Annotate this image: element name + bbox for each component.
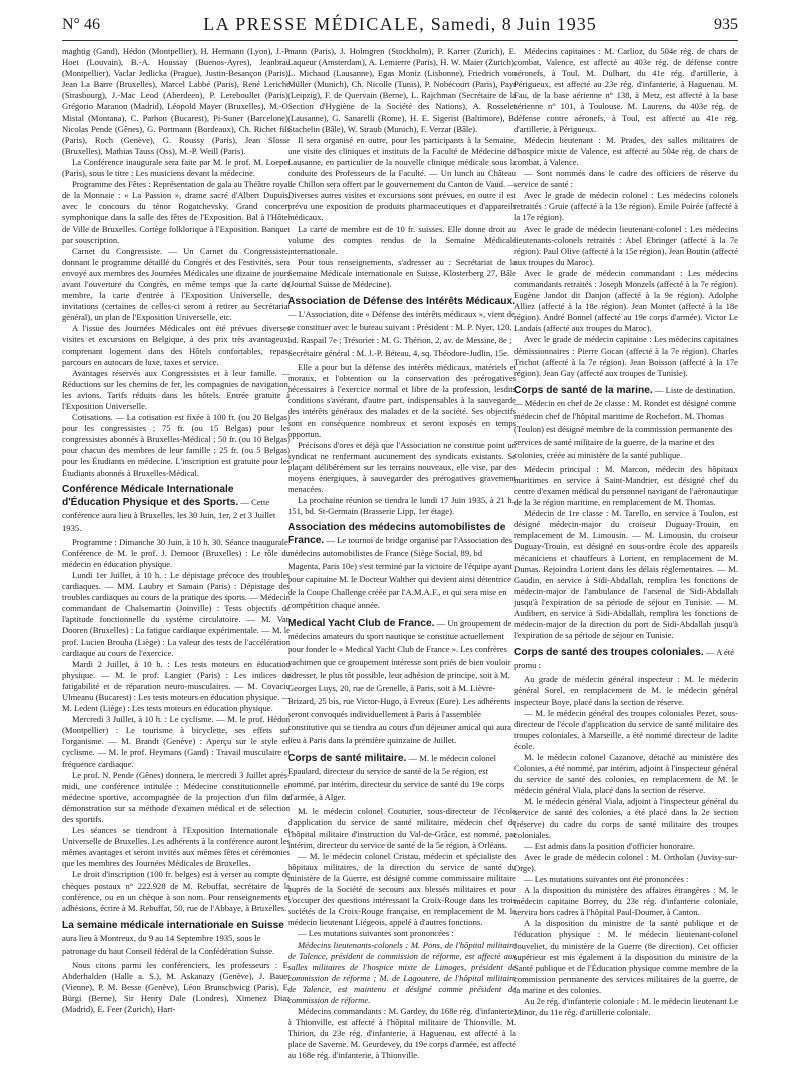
paragraph: Médecins capitaines : M. Carlioz, du 504e rég. de chars de combat, Valence, est affecté au 403e rég. de défense contre aéronefs, à Toul. M. Dulhart, du 41e rég. d'artillerie, à Périgueux, est affecté au 23e rég. d'infanterie, à Haguenau. M. Fau, de la base aérienne n° 138, à Metz, est affecté à la base aérienne n° 101, à Toulouse. M. Laurens, du 403e rég. de défense contre aéronefs, à Toul, est affecté au 41e rég. d'artillerie, à Périgueux. [514,46,738,134]
paragraph: M. le médecin général Viala, adjoint à l'inspecteur général du service de santé des colonies, a été placé dans la 2e section (réserve) du cadre du corps de santé militaire des troupes coloniales. [514,796,738,840]
paragraph: Médecins commandants : M. Gardey, du 168e rég. d'infanterie, à Thionville, est affecté à l'hôpital militaire de Thionville. M. Thirion, du 23e rég. d'infanterie, à Haguenau, est affecté à la place de Saverne. M. Geurdevey, du 19e corps d'armée, est affecté au 168e rég. d'infanterie, à Thionville. [288,1006,516,1061]
section-heading [514,646,738,672]
page-number: 935 [714,16,738,33]
paragraph: La carte de membre est de 10 fr. suisses. Elle donne droit au volume des comptes rendus de la Semaine Médicale internationale. [288,223,516,256]
heading-continuation: — Le tournoi de bridge organisé par l'Association des médecins automobilistes de France (Siège Social, 89, bd Magenta, Paris 10e) s'est terminé par la victoire de l'équipe ayant pour capitaine M. le Docteur Walther qui devient ainsi détentrice de la Coupe Challenge créée par l'A.M.A.F., et qui sera mise en compétition chaque année. [288,535,513,611]
section-heading [288,752,516,804]
heading-text: La semaine médicale internationale en Suisse [62,919,284,931]
paragraph: M. le médecin colonel Cazanove, détaché au ministère des Colonies, a été nommé, par intérim, adjoint à l'inspecteur général du service de santé des colonies, en remplacement de M. le médecin général Viala, placé dans la section de réserve. [514,751,738,796]
journal-name: LA PRESSE MÉDICALE, [203,14,426,34]
paragraph: Le droit d'inscription (100 fr. belges) est à verser au compte de chèques postaux n° 222.928 de M. Rebuffat, secrétaire de la conférence, ou en un chèque à son nom. Pour renseignements et adhésions, écrire à M. Rebuffat, 50, rue de l'Abbaye, à Bruxelles. [62,869,290,913]
paragraph: Au grade de médecin général inspecteur : M. le médecin général Sorel, en remplacement de M. le médecin général inspecteur Boye, placé dans la section de réserve. [514,674,738,707]
heading-continuation: — Cette conférence aura lieu à Bruxelles, les 30 Juin, 1er, 2 et 3 Juillet 1935. [62,496,276,533]
paragraph: Au 2e rég. d'infanterie coloniale : M. le médecin lieutenant Le Minor, du 11e rég. d'artillerie coloniale. [514,996,738,1018]
paragraph: Nous citons parmi les conférenciers, les professeurs : E. Abderhalden (Halle a. S.), M. Askanazy (Genève), J. Bauer (Vienne), P. M. Besse (Genève), Léon Brunschwicg (Paris), E. Bürgi (Berne), Sir Henry Dale (Londres), Ximenez Diaz (Madrid), E. Feer (Zurich), Hart- [62,959,290,1015]
paragraph: M. le médecin colonel Couturier, sous-directeur de l'école d'application du service de santé militaire, médecin chef de l'hôpital militaire d'instruction du Val-de-Grâce, est nommé, par intérim, directeur du service de santé de la 5e région, à Orléans. [288,806,516,850]
issue-number: N° 46 [62,16,100,33]
journal-title-line [62,14,738,35]
paragraph: Elle a pour but la défense des intérêts médicaux, matériels et moraux, et l'obtention ou la conservation des prérogatives nécessaires à l'exercice normal et libre de la profession, lesdits conditions s'avérant, d'autre part, indispensables à la sauvegarde des intérêts généraux des malades et de la société. Ses objectifs sont en conséquence nombreux et seront exposés en temps opportun. [288,362,516,439]
paragraph: Médecin lieutenant : M. Prades, des salles militaires de l'hospice mixte de Valence, est affecté au 504e rég. de chars de combat, à Valence. [514,134,738,167]
heading-text: Association de Défense des Intérêts Médicaux. [288,296,516,308]
paragraph: — Les mutations suivantes ont été prononcées : [524,874,689,884]
heading-text: Medical Yacht Club de France. [288,618,435,630]
section-heading [514,384,738,462]
paragraph: Avec le grade de médecin commandant : Les médecins commandants retraités : Joseph Monzels (affecté à la 7e région). Eugène Jandot dit Danjon (affecté à la 9e région). Adolphe Alliez (affecté à la 18e région). Jean Montet (affecté à la 18e région). André Bonnel (affecté au 19e corps d'armée). Victor Le Landais (affecté aux troupes du Maroc). [514,267,738,334]
section-heading [288,617,516,747]
paragraph: Avec le grade de médecin capitaine : Les médecins capitaines démissionnaires : Pierre Gocan (affecté à la 7e région). Charles Trichot (affecté à la 7e région). Jean Boisson (affecté à la 17e région). Jean Gay (affecté aux troupes de Tunisie). [514,334,738,378]
column-1 [62,46,290,1015]
paragraph: maghtig (Gand), Hédon (Montpellier), H. Hermann (Lyon), J.-P. Hoet (Louvain), B.-A. Houssay (Buenos-Ayres), Jeanbrau (Montpellier), Vaclar Jedlicka (Prague), Justin-Besançon (Paris), Jean La Barre (Bruxelles), Marcel Labbé (Paris), René Leriche (Strasbourg), J.-Mac Leod (Aberdeen), P. Lereboullet (Paris), Grégorio Maranon (Madrid), Léopold Mayer (Bruxelles), M.-O. Mistal (Montana), C. Parhon (Bucarest), Pi-Suner (Barcelone), Nicolas Pende (Gênes), G. Portmann (Bordeaux), Ch. Richet fils (Paris), Roch (Genève), G. Roussy (Paris), Jean Slosse (Bruxelles), Mathias Tauss (Oss), M.-P. Weill (Paris). [62,46,290,156]
column-3 [514,46,738,1018]
heading-continuation: — Un groupement de médecins amateurs du sport nautique se constitue actuellement pour fonder le « Medical Yacht Club de France ». Les confrères yachtmen que ce groupement intéresse sont priés de bien vouloir adresser, le plus tôt possible, leur adhésion de principe, soit à M. Georges Luys, 20, rue de Grenelle, à Paris, soit à M. Lièvre-Brizard, 25 bis, rue Victor-Hugo, à Evreux (Eure). Les adhérents seront convoqués individuellement à Paris à l'assemblée constitutive qui se tiendra au cours d'un déjeuner amical qui aura lieu à Paris dans la première quinzaine de Juillet. [288,618,512,746]
paragraph: Avec le grade de médecin lieutenant-colonel : Les médecins lieutenants-colonels retraités : Abel Ebringer (affecté à la 7e région). Paul Olive (affecté à la 15e région). Jean Boutin (affecté aux troupes du Maroc). [514,223,738,267]
heading-continuation: — M. le médecin colonel Epaulard, directeur du service de santé de la 5e région, est nommé, par intérim, directeur du service de santé du 19e corps d'armée, à Alger. [288,753,505,803]
heading-text: Corps de santé de la marine. [514,384,653,396]
paragraph: — Sont nommés dans le cadre des officiers de réserve du service de santé : [514,168,738,190]
paragraph: — Est admis dans la position d'officier honoraire. [524,840,695,851]
section-heading [62,919,290,958]
heading-continuation: aura lieu à Montreux, du 9 au 14 Septembre 1935, sous le patronage du haut Conseil fédéral de la Confédération Suisse. [62,932,275,956]
paragraph: Avec le grade de médecin colonel : M. Ortholan (Juvisy-sur-Orge). [514,851,738,873]
paragraph: Médecin principal : M. Marcon, médecin des hôpitaux maritimes en service à Saint-Mandrier, est désigné chef du centre d'examen médical du personnel navigant de l'aéronautique de la 3e région maritime, en remplacement de M. Thomas. [514,463,738,508]
heading-continuation: — Liste de destination. — Médecin en chef de 2e classe : M. Rondet est désigné comme médecin chef de l'hôpital maritime de Rochefort. M. Thomas (Toulon) est désigné membre de la commission permanente des services de santé militaire de la guerre, de la marine et des colonies, créée au ministère de la santé publique. [514,384,737,460]
paragraph: A l'issue des Journées Médicales ont été prévues diverses visites et excursions en Belgique, à des prix très avantageux, comprenant logement dans des Hôtels confortables, repas, parcours en autocars de luxe, taxes et service. [62,323,290,367]
section-heading [288,295,516,360]
paragraph: Programme des Fêtes : Représentation de gala au Théâtre royal de la Monnaie : « La Passion », drame sacré d'Albert Dupuis, avec le concours du ténor Rogatchevsky. Grand concert symphonique dans la salle des fêtes de l'Exposition. Bal à l'Hôtel de Ville de Bruxelles. Cortège folklorique à l'Exposition. Banquet par souscription. [62,179,290,245]
paragraph: Il sera organisé en outre, pour les participants à la Semaine, une visite des cliniques et instituts de la Faculté de Médecine de Lausanne, en particulier de la nouvelle clinique médicale sous la conduite des Professeurs de la Faculté. — Un lunch au Château de Chillon sera offert par le gouvernement du Canton de Vaud. — Diverses autres visites et excursions sont prévues, en outre il est prévu une exposition de produits pharmaceutiques et d'appareils médicaux. [288,134,516,223]
paragraph: Pour tous renseignements, s'adresser au : Secrétariat de la Semaine Médicale internationale en Suisse, Klosterberg 27, Bâle (Journal Suisse de Médecine). [288,256,516,289]
section-heading [288,522,516,612]
paragraph: La prochaine réunion se tiendra le lundi 17 Juin 1935, à 21 h., 151, bd. St-Germain (Brasserie Lipp, 1er étage). [288,495,516,517]
heading-text: Corps de santé des troupes coloniales. [514,647,704,659]
paragraph: La Conférence inaugurale sera faite par M. le prof. M. Loeper (Paris), sous le titre : Les musiciens devant la médecine. [62,156,290,179]
issue-date: Samedi, 8 Juin 1935 [430,14,597,34]
header-rule [62,40,738,41]
paragraph: Le prof. N. Pende (Gênes) donnera, le mercredi 3 Juillet après-midi, une conférence intitulée : Médecine constitutionnelle et médecine sportive, accompagnée de la projection d'un film de démonstration sur sa méthode d'examen médical et de sélection des sportifs. [62,769,290,824]
page-header [62,12,738,38]
section-heading [62,484,290,535]
paragraph: Programme : Dimanche 30 Juin, à 10 h. 30. Séance inaugurale. Conférence de M. le prof. J. Demoor (Bruxelles) : Le rôle du médecin en éducation physique. [62,536,290,569]
heading-continuation: — A été promu : [514,647,734,671]
paragraph: Médecins lieutenants-colonels : M. Pons, de l'hôpital militaire de Talence, président de commission de réforme, est affecté aux salles militaires de l'hospice mixte de Limoges, président de commission de réforme ; M. de Lagoutere, de l'hôpital militaire de Talence, est maintenu et désigné comme président de commission de réforme. [288,939,516,1005]
paragraph: Les séances se tiendront à l'Exposition Internationale et Universelle de Bruxelles. Les adhérents à la conférence auront les mêmes avantages et seront invités aux mêmes fêtes et cérémonies que les membres des Journées Médicales de Bruxelles. [62,825,290,869]
paragraph: Avantages réservés aux Congressistes et à leur famille. — Réductions sur les chemins de fer, les compagnies de navigation, les avions. Tarifs réduits dans les hôtels. Entrée gratuite à l'Exposition Universelle. [62,367,290,411]
paragraph: — M. le médecin colonel Cristau, médecin et spécialiste des hôpitaux militaires, de la direction du service de santé du ministère de la Guerre, est désigné comme commissaire militaire auprès de la Société de secours aux blessés militaires et pour s'occuper des questions intéressant la Croix-Rouge dans les trois sociétés de la Croix-Rouge française, en remplacement de M. le médecin lieutenant Liégeois, appelé à d'autres fonctions. [288,850,516,928]
paragraph: Avec le grade de médecin colonel : Les médecins colonels retraités : Gruie (affecté à la 13e région). Emile Poirée (affecté à la 17e région). [514,190,738,223]
heading-text: Corps de santé militaire. [288,753,407,765]
heading-text: Conférence Médicale Internationale d'Éducation Physique et des Sports. [62,483,239,508]
paragraph: — M. le médecin général des troupes coloniales Pezet, sous-directeur de l'école d'application du service de santé militaire des troupes coloniales, à Marseille, a été nommé directeur de ladite école. [514,707,738,751]
paragraph: Précisons d'ores et déjà que l'Association ne constitue point un syndicat ne renfermant aucunement des syndicats existants. Se plaçant délibérément sur les terrains nouveaux, elle vise, par des moyens énergiques, à sauvegarder des prérogatives gravement menacées. [288,439,516,495]
paragraph: — Les mutations suivantes sont prononcées : [298,928,454,939]
paragraph: Médecin de 1re classe : M. Tarello, en service à Toulon, est désigné médecin-major du croiseur Duguay-Trouin, en remplacement de M. Limousin. — M. Limousin, du croiseur Duguay-Trouin, est désigné en sous-ordre école des appareils mécaniciens et chauffeurs à Lorient, en remplacement de M. Dumas. Rejoindra Lorient dans les délais réglementaires. — M. Gaudin, en service à Sidi-Abdallah, remplira les fonctions de médecin-major de l'ambulance de l'arsenal de Sidi-Abdallah jusqu'à l'expiration de sa période de séjour en Tunisie. — M. Audibert, en service à Sidi-Abdallah, remplira les fonctions de médecin-major de la direction du port de Sidi-Abdallah jusqu'à l'expiration de sa période de séjour en Tunisie. [514,508,738,641]
heading-continuation: — L'Association, dite « Défense des intérêts médicaux », vient de se constituer avec le bureau suivant : Président : M. P. Nyer, 120, bd. Raspail 7e ; Trésorier : M. G. Thérion, 2, av. de Messine, 8e ; Secrétaire général : M. J.-P. Béteau, 4, sq. Théodore-Judlin, 15e. [288,309,515,359]
paragraph: A la disposition du ministre de la santé publique et de l'éducation physique : M. le médecin lieutenant-colonel Jouveliet, du ministère de la Guerre (8e direction). Cet officier supérieur est mis également à la disposition du ministre de la Santé publique et de l'Éducation physique comme membre de la commission permanente des services militaires de la guerre, de la marine et des colonies. [514,918,738,995]
paragraph: Lundi 1er Juillet, à 10 h. : Le dépistage précoce des troubles cardiaques. — MM. Laubry et Samain (Paris) : Dépistage des troubles cardiaques au cours de la pratique des sports. — Médecin commandant de Chalsemartin (Joinville) : Tests objectifs de l'aptitude fonctionnelle du système circulatoire. — M. Van Dooren (Bruxelles) : La fatigue cardiaque expérimentale. — M. le prof. Lucien Brouha (Liège) : La valeur des tests de l'accélération cardiaque au cours de l'exercice. [62,569,290,658]
paragraph: Mercredi 3 Juillet, à 10 h. : Le cyclisme. — M. le prof. Hédon (Montpellier) : Le tourisme à bicyclette, ses effets sur l'organisme. — M. Brandt (Genève) : Aperçu sur le style en cyclisme. — M. le prof. Heymans (Gand) : Travail musculaire et fréquence cardiaque. [62,714,290,769]
paragraph: Carnet du Congressiste. — Un Carnet du Congressiste, donnant le programme détaillé du Congrès et des Festivités, sera envoyé aux membres des Journées Médicales une dizaine de jours avant l'ouverture du Congrès, en même temps que la carte de membre, la carte d'entrée à l'Exposition Universelle, des invitations (certaines de celles-ci seront à retirer au Secrétariat général), un plan de l'Exposition Universelle, etc. [62,245,290,323]
paragraph: mann (Paris), J. Holmgren (Stockholm), P. Karrer (Zurich), E. Laqueur (Amsterdam), A. Lemierre (Paris), H. W. Maier (Zurich), L. Michaud (Lausanne), Egas Moniz (Lisbonne), Friedrich von Müller (Munich), Ch. Nicolle (Tunis), P. Nobécourt (Paris), Payr (Leipzig), F. de Quervain (Berne), L. Rajchman (Secrétaire de la Section d'Hygiène de la Société des Nations), A. Rosselet (Lausanne), G. Sanarelli (Rome), H. E. Sigerist (Baltimore), B. Stachelin (Bâle), W. Straub (Munich), F. Verzar (Bâle). [288,46,516,134]
column-2 [288,46,516,1062]
paragraph: A la disposition du ministère des affaires étrangères : M. le médecin capitaine Borrey, du 23e rég. d'infanterie coloniale, servira hors cadres à l'hôpital Paul-Doumer, à Canton. [514,885,738,918]
heading-text: Association des médecins automobilistes de France. [288,522,506,547]
paragraph: Mardi 2 Juillet, à 10 h. : Les tests moteurs en éducation physique. — M. le prof. Langier (Paris) : Les indices de fatigabilité et de réparation neuro-musculaires. — M. Covaciu Ulmeanu (Bucarest) : Les tests moteurs en éducation physique. — M. Ledent (Liège) : Les tests moteurs en éducation physique. [62,658,290,714]
paragraph: Cotisations. — La cotisation est fixée à 100 fr. (ou 20 Belgas) pour les congressistes ; 75 fr. (ou 15 Belgas) pour les congressistes abonnés à Bruxelles-Médical ; 50 fr. (ou 10 Belgas) pour chacun des membres de leur famille ; 25 fr. (ou 5 Belgas) pour les Étudiants en médecine. L'inscription est gratuite pour les Étudiants abonnés à Bruxelles-Médical. [62,412,290,478]
